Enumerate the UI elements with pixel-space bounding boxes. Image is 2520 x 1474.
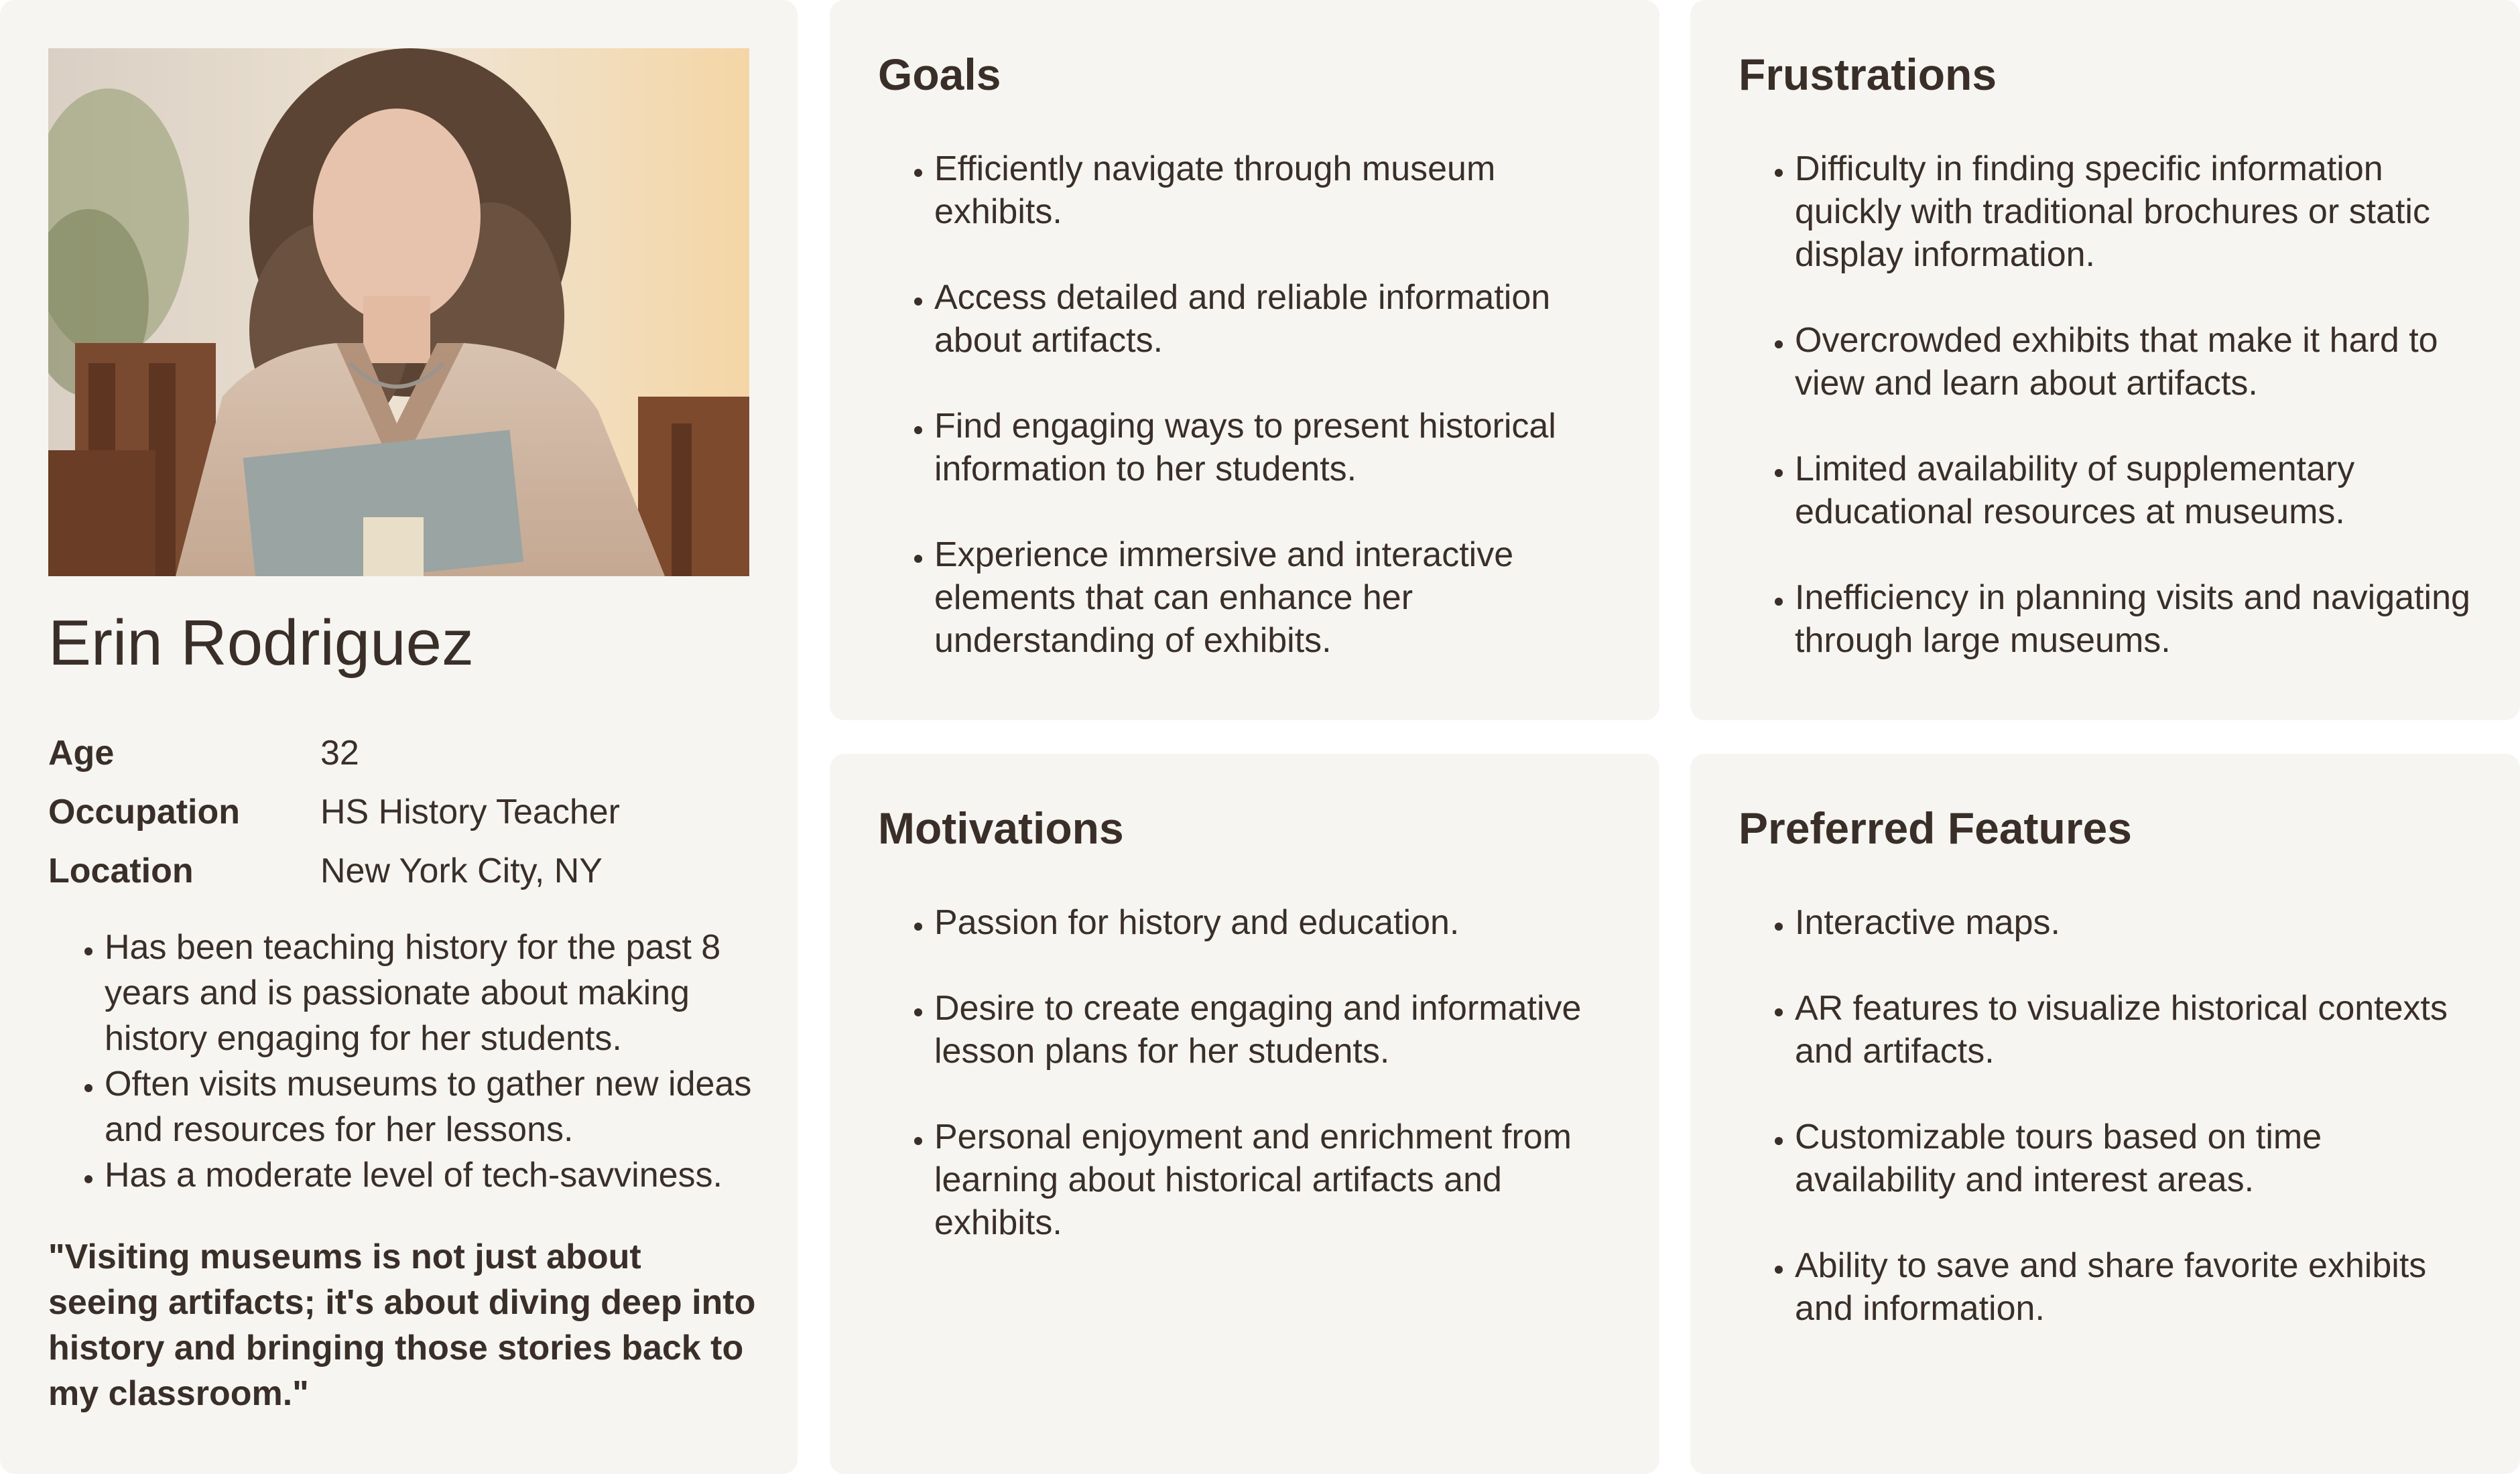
- preferred-features-title: Preferred Features: [1739, 803, 2132, 853]
- fact-row-age: [48, 724, 759, 783]
- preferred-features-list: [1739, 901, 2476, 1330]
- frustrations-list: [1739, 147, 2476, 662]
- fact-label: Location: [48, 852, 194, 890]
- preferred-features-card: [1690, 754, 2520, 1474]
- list-item: • Desire to create engaging and informative lesson plans for her students.: [934, 987, 1615, 1073]
- portrait-photo-icon: [48, 48, 749, 576]
- list-item: • AR features to visualize historical contexts and artifacts.: [1795, 987, 2476, 1073]
- list-item: • Ability to save and share favorite exhibits and information.: [1795, 1244, 2476, 1330]
- fact-value: New York City, NY: [320, 852, 603, 890]
- goals-list: [878, 147, 1615, 662]
- list-item: • Efficiently navigate through museum exhibits.: [934, 147, 1615, 233]
- list-item: • Access detailed and reliable information about artifacts.: [934, 276, 1615, 362]
- motivations-title: Motivations: [878, 803, 1124, 853]
- fact-value: HS History Teacher: [320, 793, 620, 831]
- bio-item: • Has a moderate level of tech-savviness.: [105, 1152, 759, 1198]
- list-item: • Personal enjoyment and enrichment from learning about historical artifacts and exhibits.: [934, 1116, 1615, 1244]
- portrait-photo: [48, 48, 749, 576]
- fact-row-location: [48, 842, 759, 900]
- list-item: • Experience immersive and interactive elements that can enhance her understanding of exhibits.: [934, 533, 1615, 662]
- goals-card: [830, 0, 1659, 720]
- motivations-list: [878, 901, 1615, 1244]
- bio-list: [48, 925, 759, 1198]
- persona-quote: "Visiting museums is not just about seeing artifacts; it's about diving deep into history and bringing those stories back to my classroom.": [48, 1237, 756, 1413]
- profile-facts: [48, 724, 759, 900]
- list-item: • Find engaging ways to present historical information to her students.: [934, 405, 1615, 490]
- frustrations-card: [1690, 0, 2520, 720]
- list-item: • Inefficiency in planning visits and navigating through large museums.: [1795, 576, 2476, 662]
- bio-item: • Often visits museums to gather new ideas and resources for her lessons.: [105, 1061, 759, 1152]
- person-name: Erin Rodriguez: [48, 607, 474, 679]
- fact-value: 32: [320, 734, 359, 773]
- list-item: • Customizable tours based on time availability and interest areas.: [1795, 1116, 2476, 1201]
- fact-label: Occupation: [48, 793, 241, 831]
- list-item: • Passion for history and education.: [934, 901, 1615, 944]
- list-item: • Overcrowded exhibits that make it hard to view and learn about artifacts.: [1795, 319, 2476, 405]
- list-item: • Limited availability of supplementary educational resources at museums.: [1795, 448, 2476, 533]
- goals-title: Goals: [878, 50, 1001, 99]
- motivations-card: [830, 754, 1659, 1474]
- fact-label: Age: [48, 734, 115, 773]
- fact-row-occupation: [48, 783, 759, 842]
- frustrations-title: Frustrations: [1739, 50, 1997, 99]
- list-item: • Interactive maps.: [1795, 901, 2476, 944]
- bio-item: • Has been teaching history for the past 8 years and is passionate about making history engaging for her students.: [105, 925, 759, 1061]
- list-item: • Difficulty in finding specific information quickly with traditional brochures or static display information.: [1795, 147, 2476, 276]
- profile-card: [0, 0, 798, 1474]
